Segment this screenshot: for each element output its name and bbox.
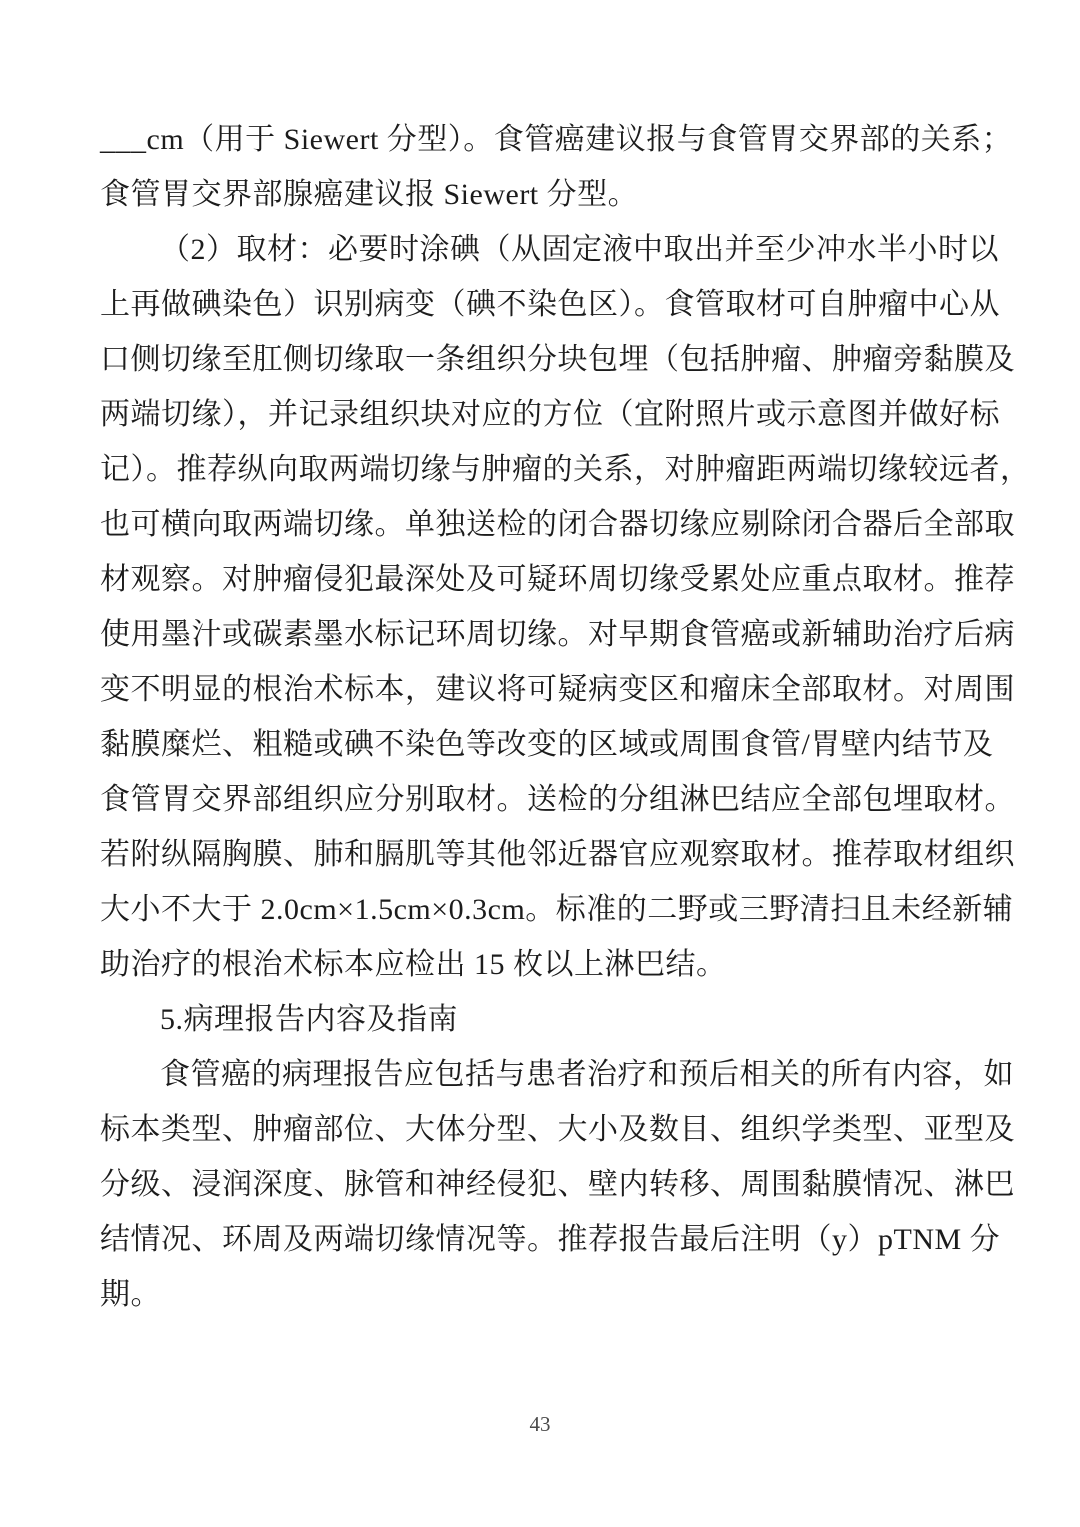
text-line: 结情况、环周及两端切缘情况等。推荐报告最后注明（y）pTNM 分 [100,1223,1001,1256]
page-footer [0,1412,1080,1437]
section-heading: 5.病理报告内容及指南 [160,1003,458,1036]
text-line: 食管胃交界部组织应分别取材。送检的分组淋巴结应全部包埋取材。 [100,783,1015,816]
text-line: 记）。推荐纵向取两端切缘与肿瘤的关系，对肿瘤距两端切缘较远者， [100,453,1031,486]
text-line: 口侧切缘至肛侧切缘取一条组织分块包埋（包括肿瘤、肿瘤旁黏膜及 [100,343,1015,376]
text-line: 使用墨汁或碳素墨水标记环周切缘。对早期食管癌或新辅助治疗后病 [100,618,1015,651]
text-line: 上再做碘染色）识别病变（碘不染色区）。食管取材可自肿瘤中心从 [100,288,1000,321]
document-content [100,112,1031,1322]
text-line: 两端切缘），并记录组织块对应的方位（宜附照片或示意图并做好标 [100,398,1000,431]
text-line: 食管癌的病理报告应包括与患者治疗和预后相关的所有内容，如 [160,1058,1014,1091]
text-line: 期。 [100,1278,161,1311]
text-line: （2）取材：必要时涂碘（从固定液中取出并至少冲水半小时以 [160,233,999,266]
text-line: ___cm（用于 Siewert 分型）。食管癌建议报与食管胃交界部的关系； [100,123,1013,156]
text-line: 助治疗的根治术标本应检出 15 枚以上淋巴结。 [100,948,727,981]
text-line: 也可横向取两端切缘。单独送检的闭合器切缘应剔除闭合器后全部取 [100,508,1015,541]
text-line: 材观察。对肿瘤侵犯最深处及可疑环周切缘受累处应重点取材。推荐 [100,563,1015,596]
text-line: 分级、浸润深度、脉管和神经侵犯、壁内转移、周围黏膜情况、淋巴 [100,1168,1015,1201]
text-line: 大小不大于 2.0cm×1.5cm×0.3cm。标准的二野或三野清扫且未经新辅 [100,893,1014,926]
text-line: 变不明显的根治术标本，建议将可疑病变区和瘤床全部取材。对周围 [100,673,1015,706]
text-line: 若附纵隔胸膜、肺和膈肌等其他邻近器官应观察取材。推荐取材组织 [100,838,1015,871]
text-line: 食管胃交界部腺癌建议报 Siewert 分型。 [100,178,639,211]
text-line: 标本类型、肿瘤部位、大体分型、大小及数目、组织学类型、亚型及 [100,1113,1015,1146]
text-line: 黏膜糜烂、粗糙或碘不染色等改变的区域或周围食管/胃壁内结节及 [100,728,994,761]
page-number: 43 [529,1412,551,1436]
